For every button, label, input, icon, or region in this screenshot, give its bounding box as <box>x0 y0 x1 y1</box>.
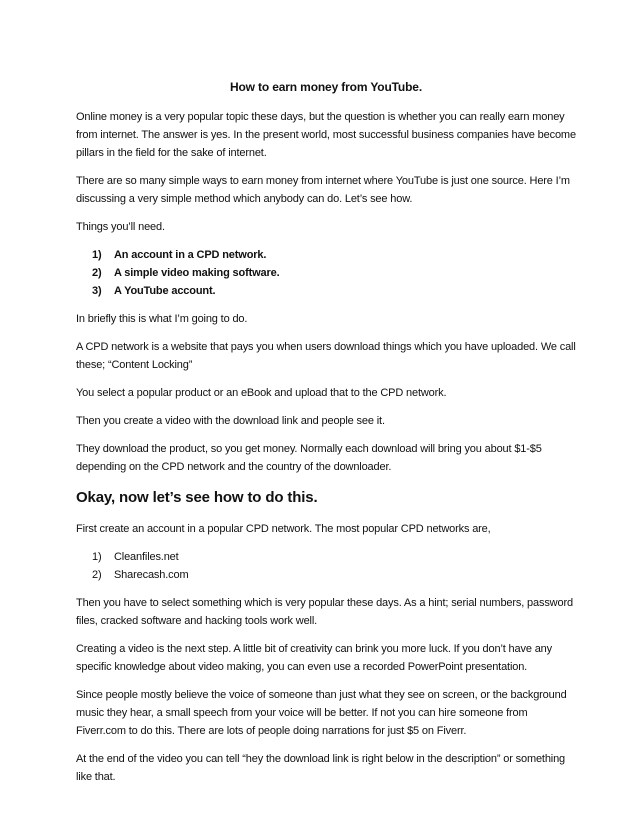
paragraph-cpd-network: A CPD network is a website that pays you when users download things which you have uploaded. We call these; “Content Locking” <box>76 341 576 371</box>
paragraph-select-something: Then you have to select something which is very popular these days. As a hint; serial numbers, password files, cracked software and hacking tools work well. <box>76 597 573 627</box>
document-page <box>76 78 576 796</box>
needs-list <box>76 246 576 300</box>
list-item-text: Cleanfiles.net <box>114 551 179 563</box>
paragraph-select-product: You select a popular product or an eBook and upload that to the CPD network. <box>76 387 447 399</box>
paragraph-create-video: Then you create a video with the download link and people see it. <box>76 415 385 427</box>
list-item <box>92 246 576 264</box>
paragraph-voice: Since people mostly believe the voice of someone than just what they see on screen, or the background music they hear, a small speech from your voice will be better. If not you can hire someone from Fiverr.com to do this. There are lots of people doing narrations for just $5 on Fiverr. <box>76 689 567 737</box>
list-number: 2) <box>92 569 102 581</box>
paragraph-download: They download the product, so you get money. Normally each download will bring you about $1-$5 depending on the CPD network and the country of the downloader. <box>76 443 542 473</box>
list-number: 3) <box>92 285 102 297</box>
list-number: 1) <box>92 249 102 261</box>
list-item <box>92 548 576 566</box>
list-item <box>92 566 576 584</box>
paragraph-video-step: Creating a video is the next step. A little bit of creativity can brink you more luck. If you don’t have any specific knowledge about video making, you can even use a recorded PowerPoint presentation. <box>76 643 553 673</box>
list-number: 2) <box>92 267 102 279</box>
list-item-text: An account in a CPD network. <box>114 249 267 261</box>
paragraph-first-create: First create an account in a popular CPD network. The most popular CPD networks are, <box>76 523 491 535</box>
list-item-text: A YouTube account. <box>114 285 216 297</box>
paragraph-ways: There are so many simple ways to earn money from internet where YouTube is just one source. Here I’m discussing a very simple method which anybody can do. Let’s see how. <box>76 175 570 205</box>
list-item-text: A simple video making software. <box>114 267 280 279</box>
paragraph-end-of-video: At the end of the video you can tell “hey the download link is right below in the description” or something like that. <box>76 753 566 783</box>
list-item <box>92 264 576 282</box>
document-title: How to earn money from YouTube. <box>229 80 423 94</box>
paragraph-intro: Online money is a very popular topic these days, but the question is whether you can really earn money from internet. The answer is yes. In the present world, most successful business companies have become pillars in the field for the sake of internet. <box>76 111 576 159</box>
networks-list <box>76 548 576 584</box>
section-heading: Okay, now let’s see how to do this. <box>76 489 318 506</box>
list-item-text: Sharecash.com <box>114 569 189 581</box>
paragraph-briefly: In briefly this is what I’m going to do. <box>76 313 248 325</box>
list-item <box>92 282 576 300</box>
paragraph-things-needed: Things you’ll need. <box>76 221 165 233</box>
list-number: 1) <box>92 551 102 563</box>
